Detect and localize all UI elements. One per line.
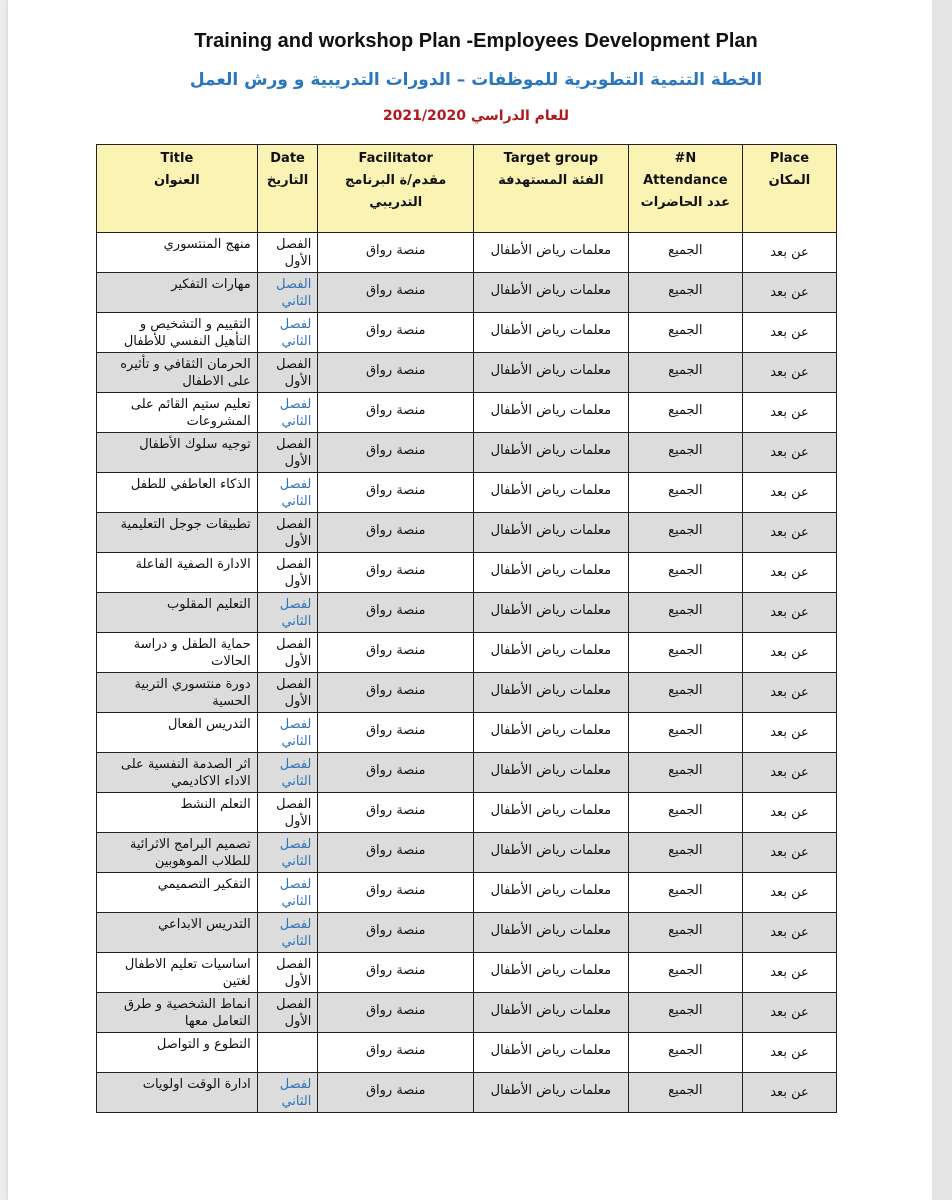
cell-place: عن بعد	[742, 833, 836, 873]
table-row	[97, 433, 837, 473]
cell-date: الفصل الأول	[257, 353, 318, 393]
cell-place: عن بعد	[742, 233, 836, 273]
cell-attendance: الجميع	[628, 393, 742, 433]
cell-target-group: معلمات رياض الأطفال	[474, 1033, 629, 1073]
cell-title: التقييم و التشخيص و التأهيل النفسي للأطفال	[97, 313, 258, 353]
cell-facilitator: منصة رواق	[318, 953, 474, 993]
table-row	[97, 513, 837, 553]
cell-target-group: معلمات رياض الأطفال	[474, 873, 629, 913]
table-row	[97, 473, 837, 513]
cell-date: الفصل الأول	[257, 953, 318, 993]
cell-date: الفصل الأول	[257, 793, 318, 833]
table-row	[97, 1073, 837, 1113]
cell-target-group: معلمات رياض الأطفال	[474, 433, 629, 473]
cell-facilitator: منصة رواق	[318, 993, 474, 1033]
cell-target-group: معلمات رياض الأطفال	[474, 513, 629, 553]
cell-title: التفكير التصميمي	[97, 873, 258, 913]
cell-title: الذكاء العاطفي للطفل	[97, 473, 258, 513]
column-header-place-en: Place	[769, 151, 810, 166]
cell-date: الفصل الثاني	[257, 273, 318, 313]
cell-place: عن بعد	[742, 873, 836, 913]
table-row	[97, 353, 837, 393]
cell-date: الفصل الأول	[257, 673, 318, 713]
table-row	[97, 593, 837, 633]
cell-date: لفصل الثاني	[257, 753, 318, 793]
cell-facilitator: منصة رواق	[318, 753, 474, 793]
cell-title: التعلم النشط	[97, 793, 258, 833]
cell-target-group: معلمات رياض الأطفال	[474, 753, 629, 793]
cell-title: توجيه سلوك الأطفال	[97, 433, 258, 473]
cell-facilitator: منصة رواق	[318, 713, 474, 753]
cell-title: ادارة الوقت اولويات	[97, 1073, 258, 1113]
cell-place: عن بعد	[742, 953, 836, 993]
cell-facilitator: منصة رواق	[318, 1073, 474, 1113]
cell-title: انماط الشخصية و طرق التعامل معها	[97, 993, 258, 1033]
cell-target-group: معلمات رياض الأطفال	[474, 673, 629, 713]
cell-attendance: الجميع	[628, 833, 742, 873]
cell-target-group: معلمات رياض الأطفال	[474, 473, 629, 513]
cell-facilitator: منصة رواق	[318, 1033, 474, 1073]
cell-attendance: الجميع	[628, 473, 742, 513]
cell-place: عن بعد	[742, 753, 836, 793]
cell-target-group: معلمات رياض الأطفال	[474, 233, 629, 273]
cell-title: التدريس الابداعي	[97, 913, 258, 953]
cell-place: عن بعد	[742, 313, 836, 353]
table-row	[97, 913, 837, 953]
column-header-facilitator-ar: مقدم/ة البرنامج التدريبي	[345, 173, 447, 210]
cell-attendance: الجميع	[628, 793, 742, 833]
table-row	[97, 993, 837, 1033]
cell-date	[257, 1033, 318, 1073]
cell-date: الفصل الأول	[257, 233, 318, 273]
cell-facilitator: منصة رواق	[318, 353, 474, 393]
table-header-row	[97, 145, 837, 233]
cell-attendance: الجميع	[628, 1033, 742, 1073]
cell-title: حماية الطفل و دراسة الحالات	[97, 633, 258, 673]
column-header-attendance-en1: N#	[674, 151, 697, 166]
cell-attendance: الجميع	[628, 593, 742, 633]
cell-attendance: الجميع	[628, 553, 742, 593]
cell-attendance: الجميع	[628, 433, 742, 473]
cell-place: عن بعد	[742, 353, 836, 393]
column-header-title-ar: العنوان	[154, 173, 200, 188]
cell-place: عن بعد	[742, 713, 836, 753]
cell-place: عن بعد	[742, 633, 836, 673]
cell-facilitator: منصة رواق	[318, 513, 474, 553]
document-title-arabic: الخطة التنمية التطويرية للموظفات – الدورات التدريبية و ورش العمل	[189, 70, 763, 90]
table-row	[97, 833, 837, 873]
cell-title: اساسيات تعليم الاطفال لغتين	[97, 953, 258, 993]
cell-facilitator: منصة رواق	[318, 273, 474, 313]
cell-facilitator: منصة رواق	[318, 873, 474, 913]
cell-attendance: الجميع	[628, 993, 742, 1033]
table-row	[97, 873, 837, 913]
cell-date: لفصل الثاني	[257, 873, 318, 913]
cell-title: الحرمان الثقافي و تأثيره على الاطفال	[97, 353, 258, 393]
cell-title: التعليم المقلوب	[97, 593, 258, 633]
table-body	[97, 233, 837, 1113]
column-header-date-en: Date	[270, 151, 305, 166]
cell-place: عن بعد	[742, 473, 836, 513]
cell-date: الفصل الأول	[257, 433, 318, 473]
cell-target-group: معلمات رياض الأطفال	[474, 713, 629, 753]
cell-attendance: الجميع	[628, 1073, 742, 1113]
cell-place: عن بعد	[742, 993, 836, 1033]
table-row	[97, 953, 837, 993]
table-row	[97, 1033, 837, 1073]
column-header-target-en: Target group	[503, 151, 599, 166]
table-row	[97, 553, 837, 593]
cell-place: عن بعد	[742, 393, 836, 433]
cell-target-group: معلمات رياض الأطفال	[474, 1073, 629, 1113]
cell-place: عن بعد	[742, 433, 836, 473]
cell-date: الفصل الأول	[257, 993, 318, 1033]
cell-attendance: الجميع	[628, 353, 742, 393]
cell-title: منهج المنتسوري	[97, 233, 258, 273]
cell-attendance: الجميع	[628, 753, 742, 793]
cell-facilitator: منصة رواق	[318, 553, 474, 593]
cell-target-group: معلمات رياض الأطفال	[474, 793, 629, 833]
cell-title: مهارات التفكير	[97, 273, 258, 313]
cell-facilitator: منصة رواق	[318, 313, 474, 353]
table-row	[97, 753, 837, 793]
cell-date: الفصل الأول	[257, 513, 318, 553]
training-plan-table	[96, 144, 837, 1113]
table-row	[97, 673, 837, 713]
cell-place: عن بعد	[742, 273, 836, 313]
cell-attendance: الجميع	[628, 913, 742, 953]
cell-target-group: معلمات رياض الأطفال	[474, 353, 629, 393]
cell-place: عن بعد	[742, 793, 836, 833]
academic-year: للعام الدراسي 2021/2020	[382, 108, 570, 124]
table-row	[97, 633, 837, 673]
cell-target-group: معلمات رياض الأطفال	[474, 633, 629, 673]
column-header-place-ar: المكان	[768, 173, 811, 188]
cell-title: الادارة الصفية الفاعلة	[97, 553, 258, 593]
column-header-date-ar: التاريخ	[266, 173, 309, 188]
column-header-attendance-en2: Attendance	[643, 173, 728, 188]
table-row	[97, 273, 837, 313]
cell-place: عن بعد	[742, 553, 836, 593]
cell-attendance: الجميع	[628, 673, 742, 713]
cell-target-group: معلمات رياض الأطفال	[474, 993, 629, 1033]
cell-target-group: معلمات رياض الأطفال	[474, 953, 629, 993]
cell-date: لفصل الثاني	[257, 593, 318, 633]
cell-date: الفصل الأول	[257, 553, 318, 593]
column-header-attendance	[628, 145, 742, 233]
cell-target-group: معلمات رياض الأطفال	[474, 393, 629, 433]
cell-title: التطوع و التواصل	[97, 1033, 258, 1073]
cell-place: عن بعد	[742, 913, 836, 953]
cell-attendance: الجميع	[628, 633, 742, 673]
cell-attendance: الجميع	[628, 513, 742, 553]
cell-attendance: الجميع	[628, 313, 742, 353]
cell-target-group: معلمات رياض الأطفال	[474, 313, 629, 353]
cell-date: لفصل الثاني	[257, 833, 318, 873]
cell-title: تطبيقات جوجل التعليمية	[97, 513, 258, 553]
cell-target-group: معلمات رياض الأطفال	[474, 273, 629, 313]
table-row	[97, 713, 837, 753]
cell-attendance: الجميع	[628, 233, 742, 273]
table-row	[97, 233, 837, 273]
cell-facilitator: منصة رواق	[318, 793, 474, 833]
page-edge	[932, 0, 952, 1200]
cell-facilitator: منصة رواق	[318, 633, 474, 673]
column-header-target-group	[474, 145, 629, 233]
cell-attendance: الجميع	[628, 953, 742, 993]
cell-target-group: معلمات رياض الأطفال	[474, 913, 629, 953]
cell-facilitator: منصة رواق	[318, 433, 474, 473]
cell-place: عن بعد	[742, 1033, 836, 1073]
cell-facilitator: منصة رواق	[318, 833, 474, 873]
cell-facilitator: منصة رواق	[318, 913, 474, 953]
cell-facilitator: منصة رواق	[318, 593, 474, 633]
column-header-attendance-ar: عدد الحاضرات	[640, 195, 730, 210]
cell-facilitator: منصة رواق	[318, 393, 474, 433]
cell-title: التدريس الفعال	[97, 713, 258, 753]
cell-title: اثر الصدمة النفسية على الاداء الاكاديمي	[97, 753, 258, 793]
column-header-target-ar: الفئة المستهدفة	[498, 173, 604, 188]
cell-facilitator: منصة رواق	[318, 473, 474, 513]
cell-date: لفصل الثاني	[257, 473, 318, 513]
cell-date: لفصل الثاني	[257, 313, 318, 353]
column-header-title-en: Title	[160, 151, 194, 166]
cell-date: لفصل الثاني	[257, 913, 318, 953]
table-row	[97, 313, 837, 353]
cell-place: عن بعد	[742, 593, 836, 633]
column-header-date	[257, 145, 318, 233]
table-row	[97, 393, 837, 433]
cell-date: لفصل الثاني	[257, 1073, 318, 1113]
column-header-title	[97, 145, 258, 233]
column-header-facilitator	[318, 145, 474, 233]
cell-attendance: الجميع	[628, 273, 742, 313]
cell-place: عن بعد	[742, 1073, 836, 1113]
cell-attendance: الجميع	[628, 713, 742, 753]
document-title-english: Training and workshop Plan -Employees Development Plan	[194, 30, 758, 52]
cell-place: عن بعد	[742, 513, 836, 553]
cell-title: دورة منتسوري التربية الحسية	[97, 673, 258, 713]
cell-date: لفصل الثاني	[257, 393, 318, 433]
cell-title: تعليم ستيم القائم على المشروعات	[97, 393, 258, 433]
cell-attendance: الجميع	[628, 873, 742, 913]
cell-target-group: معلمات رياض الأطفال	[474, 833, 629, 873]
cell-facilitator: منصة رواق	[318, 233, 474, 273]
column-header-place	[742, 145, 836, 233]
cell-target-group: معلمات رياض الأطفال	[474, 553, 629, 593]
table-row	[97, 793, 837, 833]
cell-date: الفصل الأول	[257, 633, 318, 673]
cell-date: لفصل الثاني	[257, 713, 318, 753]
cell-place: عن بعد	[742, 673, 836, 713]
column-header-facilitator-en: Facilitator	[358, 151, 433, 166]
cell-target-group: معلمات رياض الأطفال	[474, 593, 629, 633]
cell-title: تصميم البرامج الاثرائية للطلاب الموهوبين	[97, 833, 258, 873]
cell-facilitator: منصة رواق	[318, 673, 474, 713]
